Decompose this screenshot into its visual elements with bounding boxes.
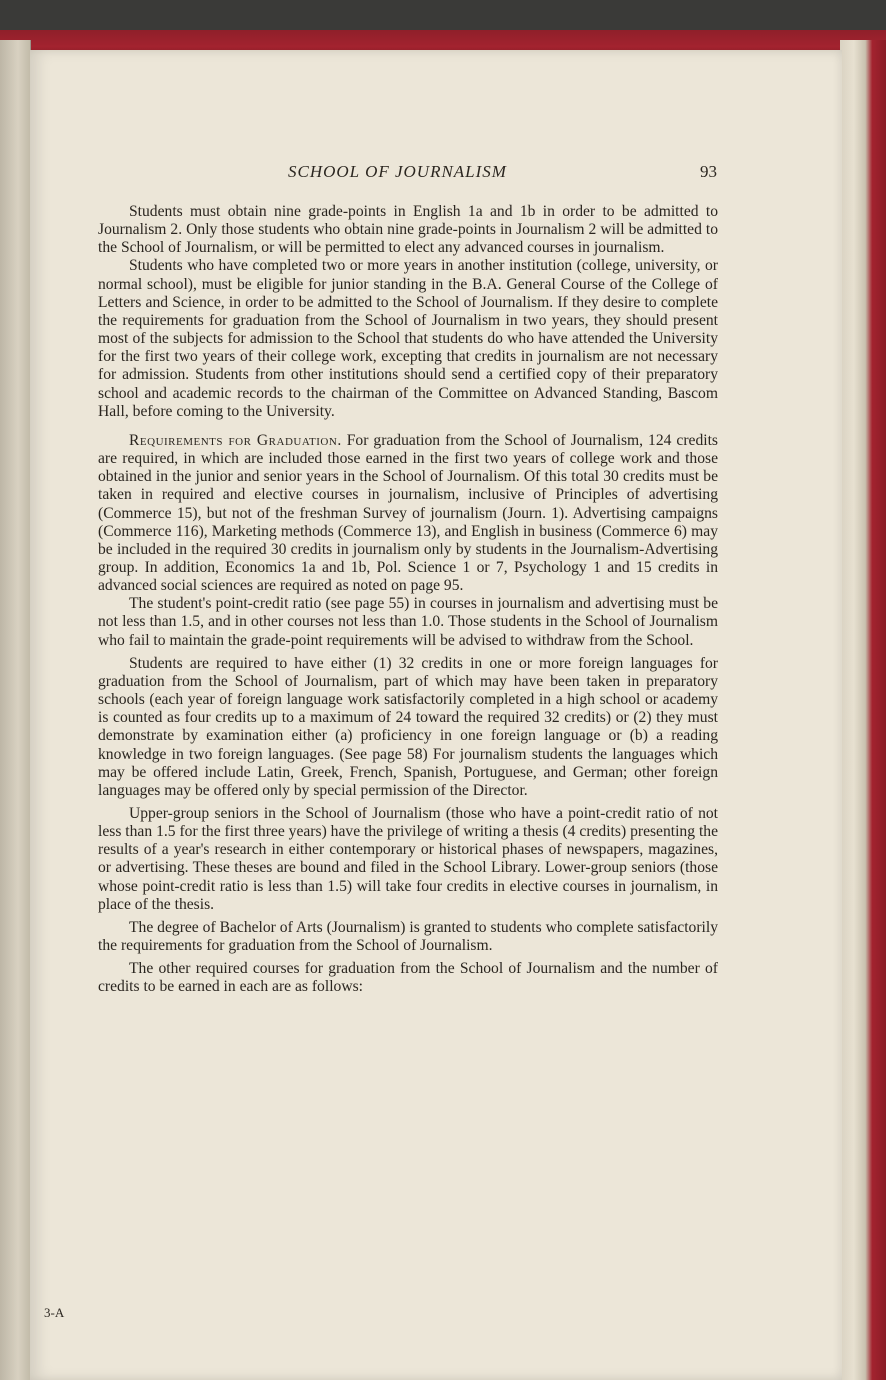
running-head: SCHOOL OF JOURNALISM: [288, 162, 507, 181]
paragraph-transfer-students: Students who have completed two or more years in another institution (college, university, or normal school), must be eligible for junior standing in the B.A. General Course of the College of Letters and Science, in order to be admitted to the School of Journalism. If they desire to complete the requirements for graduation from the School of Journalism in two years, they should present most of the subjects for admission to the School that students do who have attended the University for the first two years of their college work, excepting that credits in journalism are not necessary for admission. Students from other institutions should send a certified copy of their preparatory school and academic records to the chairman of the Committee on Advanced Standing, Bascom Hall, before coming to the University.: [98, 257, 718, 420]
page-header: [30, 162, 842, 186]
paragraph-thesis: Upper-group seniors in the School of Journalism (those who have a point-credit ratio of not less than 1.5 for the first three years) have the privilege of writing a thesis (4 credits) presenting the results of a year's research in either contemporary or historical phases of newspapers, magazines, or advertising. These theses are bound and filed in the School Library. Lower-group seniors (those whose point-credit ratio is less than 1.5) will take four credits in elective courses in journalism, in place of the thesis.: [98, 805, 718, 913]
facing-page-edge: [0, 40, 31, 1380]
book-page: [30, 50, 842, 1380]
requirements-text: For graduation from the School of Journalism, 124 credits are required, in which are included those earned in the first two years of college work and those obtained in the junior and senior years in the School of Journalism. Of this total 30 credits must be taken in required and elective courses in journalism, inclusive of Principles of advertising (Commerce 15), but not of the freshman Survey of journalism (Journ. 1). Advertising campaigns (Commerce 116), Marketing methods (Commerce 13), and English in business (Commerce 6) may be included in the required 30 credits in journalism only by students in the Journalism-Advertising group. In addition, Economics 1a and 1b, Pol. Science 1 or 7, Psychology 1 and 15 credits in advanced social sciences are required as noted on page 95.: [98, 431, 719, 595]
paragraph-point-credit-ratio: The student's point-credit ratio (see page 55) in courses in journalism and advertising must be not less than 1.5, and in other courses not less than 1.0. Those students in the School of Journalism who fail to maintain the grade-point requirements will be advised to withdraw from the School.: [98, 595, 718, 649]
paragraph-admission-english: Students must obtain nine grade-points in English 1a and 1b in order to be admitted to Journalism 2. Only those students who obtain nine grade-points in Journalism 2 will be admitted to the School of Journalism, or will be permitted to elect any advanced courses in journalism.: [98, 203, 718, 257]
page-number: 93: [700, 162, 717, 181]
paragraph-degree: The degree of Bachelor of Arts (Journalism) is granted to students who complete satisfactorily the requirements for graduation from the School of Journalism.: [98, 918, 718, 955]
paragraph-other-courses: The other required courses for graduation from the School of Journalism and the number of credits to be earned in each are as follows:: [98, 960, 718, 996]
body-text: [98, 203, 718, 997]
paragraph-foreign-languages: Students are required to have either (1) 32 credits in one or more foreign languages for graduation from the School of Journalism, part of which may have been taken in preparatory schools (each year of foreign language work satisfactorily completed in a high school or academy is counted as four credits up to a maximum of 24 toward the required 32 credits) or (2) they must demonstrate by examination either (a) proficiency in one foreign language or (b) a reading knowledge in two foreign languages. (See page 58) For journalism students the languages which may be offered include Latin, Greek, French, Spanish, Portuguese, and German; other foreign languages may be offered only by special permission of the Director.: [98, 654, 718, 799]
signature-mark: 3-A: [44, 1305, 65, 1320]
page-stack-edge: [840, 40, 886, 1380]
paragraph-requirements: [98, 432, 718, 595]
section-heading-requirements: Requirements for Graduation.: [129, 431, 342, 449]
